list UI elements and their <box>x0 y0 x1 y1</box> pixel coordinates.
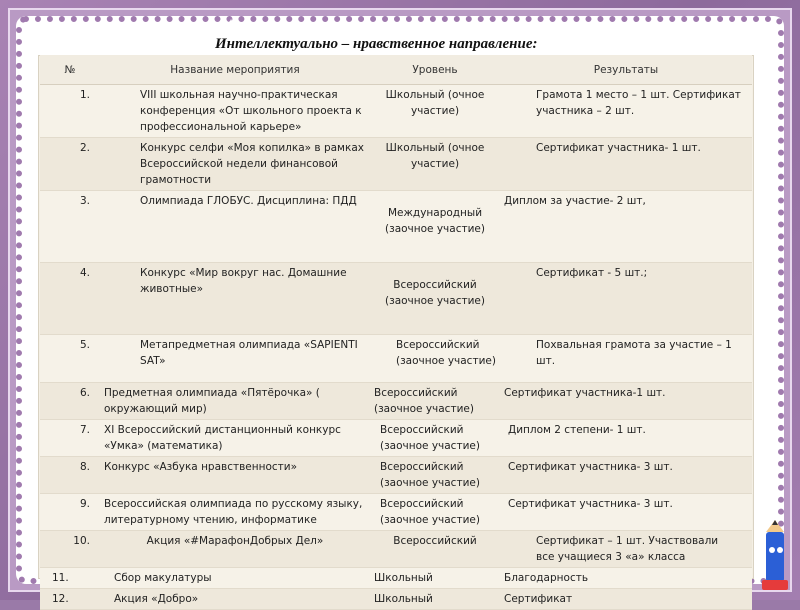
table-row <box>40 420 752 457</box>
row-name: Акция «#МарафонДобрых Дел» <box>100 531 370 568</box>
pencil-body <box>766 532 784 582</box>
row-results: Сертификат <box>500 589 752 610</box>
row-level: Школьный (очное участие) <box>370 85 500 138</box>
row-results: Сертификат – 1 шт. Участвовали все учащиеся 3 «а» класса <box>500 531 752 568</box>
row-results: Диплом 2 степени- 1 шт. <box>500 420 752 457</box>
sparkle-icon: ✦ <box>226 16 237 30</box>
table-row <box>40 494 752 531</box>
table-row <box>40 191 752 263</box>
row-num: 12. <box>40 589 100 610</box>
pencil-eye <box>777 547 783 553</box>
row-level: Школьный <box>370 589 500 610</box>
row-level: Всероссийский (заочное участие) <box>370 457 500 494</box>
pencil-shoe <box>762 580 788 590</box>
row-num: 3. <box>40 191 100 263</box>
row-results: Диплом за участие- 2 шт, <box>500 191 752 263</box>
row-results: Сертификат участника- 3 шт. <box>500 457 752 494</box>
row-level: Всероссийский (заочное участие) <box>370 420 500 457</box>
row-name: Всероссийская олимпиада по русскому языку, литературному чтению, информатике <box>100 494 370 531</box>
row-level: Школьный (очное участие) <box>370 138 500 191</box>
row-num: 5. <box>40 335 100 383</box>
row-num: 9. <box>40 494 100 531</box>
table-row <box>40 138 752 191</box>
header-level: Уровень <box>370 55 500 85</box>
row-level: Международный (заочное участие) <box>370 191 500 263</box>
row-name: VIII школьная научно-практическая конференция «От школьного проекта к профессиональной карьере» <box>100 85 370 138</box>
row-level: Всероссийский (заочное участие) <box>370 494 500 531</box>
row-num: 2. <box>40 138 100 191</box>
row-name: Акция «Добро» <box>100 589 370 610</box>
table-row <box>40 568 752 589</box>
row-name: Конкурс «Мир вокруг нас. Домашние животные» <box>100 263 370 335</box>
row-name: Сбор макулатуры <box>100 568 370 589</box>
row-num: 1. <box>40 85 100 138</box>
row-level: Всероссийский (заочное участие) <box>370 263 500 335</box>
row-name: Олимпиада ГЛОБУС. Дисциплина: ПДД <box>100 191 370 263</box>
row-name: Конкурс «Азбука нравственности» <box>100 457 370 494</box>
table-row <box>40 383 752 420</box>
row-level: Всероссийский <box>370 531 500 568</box>
table-row <box>40 457 752 494</box>
pencil-eye <box>769 547 775 553</box>
table-row <box>40 85 752 138</box>
row-results: Сертификат участника-1 шт. <box>500 383 752 420</box>
header-num: № <box>40 55 100 85</box>
row-results: Сертификат - 5 шт.; <box>500 263 752 335</box>
row-level: Всероссийский (заочное участие) <box>370 335 500 383</box>
row-results: Сертификат участника- 3 шт. <box>500 494 752 531</box>
row-results: Благодарность <box>500 568 752 589</box>
row-results: Сертификат участника- 1 шт. <box>500 138 752 191</box>
header-results: Результаты <box>500 55 752 85</box>
row-name: Метапредметная олимпиада «SAPIENTI SAT» <box>100 335 370 383</box>
row-name: XI Всероссийский дистанционный конкурс «Умка» (математика) <box>100 420 370 457</box>
header-name: Название мероприятия <box>100 55 370 85</box>
row-level: Всероссийский (заочное участие) <box>370 383 500 420</box>
row-num: 8. <box>40 457 100 494</box>
row-name: Конкурс селфи «Моя копилка» в рамках Всероссийской недели финансовой грамотности <box>100 138 370 191</box>
table-row <box>40 263 752 335</box>
page-title: Интеллектуально – нравственное направление: <box>215 36 538 52</box>
pencil-lead <box>772 520 778 525</box>
table-row <box>40 589 752 610</box>
pencil-icon <box>758 520 792 595</box>
row-num: 4. <box>40 263 100 335</box>
row-name: Предметная олимпиада «Пятёрочка» ( окружающий мир) <box>100 383 370 420</box>
row-num: 7. <box>40 420 100 457</box>
row-results: Похвальная грамота за участие – 1 шт. <box>500 335 752 383</box>
table-header-row <box>40 55 752 85</box>
events-table <box>40 55 752 610</box>
row-num: 11. <box>40 568 100 589</box>
row-num: 10. <box>40 531 100 568</box>
table-row <box>40 531 752 568</box>
table-row <box>40 335 752 383</box>
row-num: 6. <box>40 383 100 420</box>
row-results: Грамота 1 место – 1 шт. Сертификат участника – 2 шт. <box>500 85 752 138</box>
row-level: Школьный <box>370 568 500 589</box>
